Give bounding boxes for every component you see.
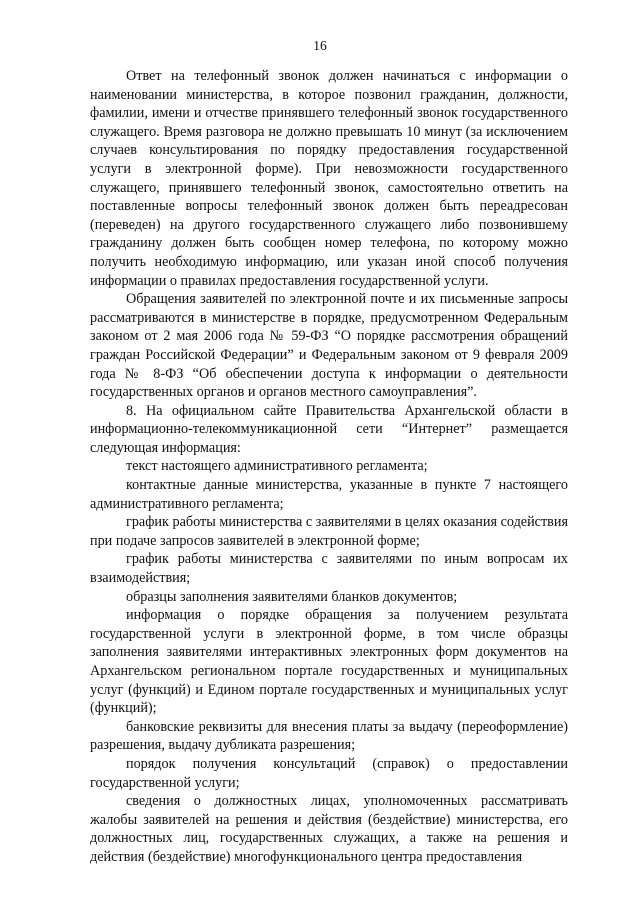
paragraph-email-requests: Обращения заявителей по электронной почте и их письменные запросы рассматриваются в министерстве в порядке, предусмотренном Федеральным законом от 2 мая 2006 года № 59-ФЗ “О порядке рассмотрения обращений граждан Российской Федерации” и Федеральным законом от 9 февраля 2009 года № 8-ФЗ “Об обеспечении доступа к информации о деятельности государственных органов и органов местного самоуправления”.: [90, 291, 568, 401]
list-item-regulation-text: текст настоящего административного регламента;: [126, 458, 428, 475]
list-item-schedule-electronic: график работы министерства с заявителями в целях оказания содействия при подаче запросов заявителей в электронной форме;: [90, 514, 568, 549]
list-item-electronic-procedure: информация о порядке обращения за получением результата государственной услуги в электронной форме, в том числе образцы заполнения заявителями интерактивных электронных форм документов на Архангельском региональном портале государственных и муниципальных услуг (функций) и Едином портале государственных и муниципальных услуг (функций);: [90, 607, 568, 717]
list-item-contact-details: контактные данные министерства, указанные в пункте 7 настоящего административного регламента;: [90, 477, 568, 512]
list-item-form-samples: образцы заполнения заявителями бланков документов;: [126, 588, 458, 605]
body-text: [90, 67, 568, 867]
list-item-officials-complaints: сведения о должностных лицах, уполномоченных рассматривать жалобы заявителей на решения и действия (бездействие) министерства, его должностных лиц, государственных служащих, а также на решения и действия (бездействие) многофункционального центра предоставления: [90, 793, 568, 865]
paragraph-phone-call-response: Ответ на телефонный звонок должен начинаться с информации о наименовании министерства, в которое позвонил гражданин, должности, фамилии, имени и отчестве принявшего телефонный звонок государственного служащего. Время разговора не должно превышать 10 минут (за исключением случаев консультирования по порядку предоставления государственной услуги в электронной форме). При невозможности государственного служащего, принявшего телефонный звонок, самостоятельно ответить на поставленные вопросы телефонный звонок должен быть переадресован (переведен) на другого государственного служащего либо позвонившему гражданину должен быть сообщен номер телефона, по которому можно получить необходимую информацию, или указан иной способ получения информации о правилах предоставления государственной услуги.: [90, 68, 568, 289]
page-number: 16: [313, 38, 327, 53]
paragraph-section-8-intro: 8. На официальном сайте Правительства Архангельской области в информационно-телекоммуникационной сети “Интернет” размещается следующая информация:: [90, 402, 568, 456]
list-item-bank-details: банковские реквизиты для внесения платы за выдачу (переоформление) разрешения, выдачу дубликата разрешения;: [90, 718, 568, 754]
list-item-consultations: порядок получения консультаций (справок) о предоставлении государственной услуги;: [90, 755, 568, 791]
list-item-schedule-other: график работы министерства с заявителями по иным вопросам их взаимодействия;: [90, 551, 568, 587]
